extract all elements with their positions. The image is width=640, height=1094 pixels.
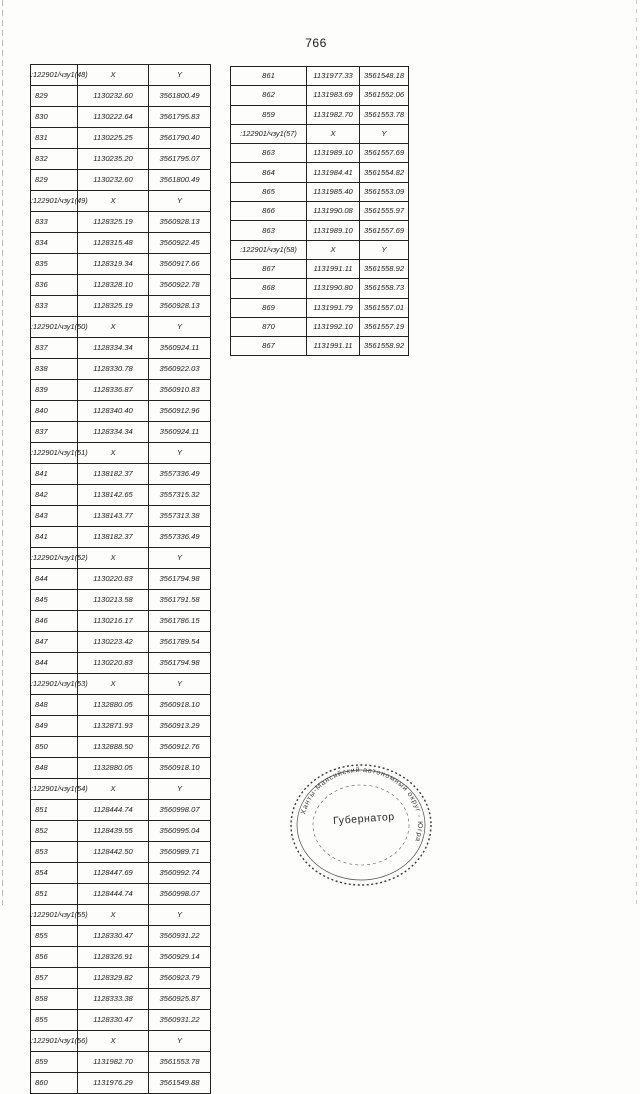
- coordinate-row: [231, 317, 409, 336]
- page-edge-right: [636, 0, 637, 905]
- x-header-cell: X: [78, 317, 149, 338]
- x-coordinate-cell: 1128329.82: [78, 968, 149, 989]
- parcel-id-cell: :122901/чзу1(50): [31, 317, 78, 338]
- x-header-cell: X: [307, 240, 360, 259]
- point-number-cell: 833: [31, 296, 78, 317]
- stamp-center-text: Губернатор: [332, 810, 396, 828]
- y-coordinate-cell: 3560998.07: [149, 800, 211, 821]
- y-coordinate-cell: 3560998.07: [149, 884, 211, 905]
- x-coordinate-cell: 1128326.91: [78, 947, 149, 968]
- point-number-cell: 839: [31, 380, 78, 401]
- y-coordinate-cell: 3560929.14: [149, 947, 211, 968]
- point-number-cell: 860: [31, 1073, 78, 1094]
- parcel-id-cell: :122901/чзу1(55): [31, 905, 78, 926]
- parcel-header-row: [31, 779, 211, 800]
- coordinate-row: [231, 86, 409, 105]
- x-coordinate-cell: 1131992.10: [307, 317, 360, 336]
- y-header-cell: Y: [149, 191, 211, 212]
- coordinates-table-left: [30, 64, 211, 1094]
- y-header-cell: Y: [149, 674, 211, 695]
- y-coordinate-cell: 3560912.76: [149, 737, 211, 758]
- point-number-cell: 833: [31, 212, 78, 233]
- y-header-cell: Y: [149, 317, 211, 338]
- y-header-cell: Y: [360, 240, 409, 259]
- point-number-cell: 842: [31, 485, 78, 506]
- coordinate-row: [31, 821, 211, 842]
- x-header-cell: X: [78, 191, 149, 212]
- y-coordinate-cell: 3557315.32: [149, 485, 211, 506]
- point-number-cell: 834: [31, 233, 78, 254]
- coordinate-row: [231, 144, 409, 163]
- point-number-cell: 847: [31, 632, 78, 653]
- point-number-cell: 844: [31, 653, 78, 674]
- x-coordinate-cell: 1138142.65: [78, 485, 149, 506]
- y-coordinate-cell: 3561558.92: [360, 337, 409, 356]
- x-header-cell: X: [78, 443, 149, 464]
- parcel-id-cell: :122901/чзу1(52): [31, 548, 78, 569]
- parcel-id-cell: :122901/чзу1(51): [31, 443, 78, 464]
- page-number: 766: [305, 36, 327, 50]
- y-coordinate-cell: 3560989.71: [149, 842, 211, 863]
- point-number-cell: 841: [31, 527, 78, 548]
- x-coordinate-cell: 1128439.55: [78, 821, 149, 842]
- point-number-cell: 848: [31, 695, 78, 716]
- y-coordinate-cell: 3557336.49: [149, 464, 211, 485]
- coordinate-row: [31, 1010, 211, 1031]
- x-coordinate-cell: 1128334.34: [78, 422, 149, 443]
- point-number-cell: 859: [231, 105, 307, 124]
- governor-stamp: [286, 762, 436, 888]
- stamp-ring-text: Ханты-Мансийский автономный округ - Югра: [300, 766, 424, 843]
- x-coordinate-cell: 1130213.58: [78, 590, 149, 611]
- y-coordinate-cell: 3560910.83: [149, 380, 211, 401]
- point-number-cell: 864: [231, 163, 307, 182]
- y-coordinate-cell: 3557336.49: [149, 527, 211, 548]
- coordinate-row: [231, 67, 409, 86]
- parcel-id-cell: :122901/чзу1(49): [31, 191, 78, 212]
- coordinate-row: [31, 611, 211, 632]
- point-number-cell: 851: [31, 884, 78, 905]
- y-coordinate-cell: 3561790.40: [149, 128, 211, 149]
- x-coordinate-cell: 1131976.29: [78, 1073, 149, 1094]
- x-coordinate-cell: 1130232.60: [78, 86, 149, 107]
- y-coordinate-cell: 3561553.78: [149, 1052, 211, 1073]
- point-number-cell: 857: [31, 968, 78, 989]
- x-coordinate-cell: 1128330.47: [78, 1010, 149, 1031]
- x-coordinate-cell: 1128336.87: [78, 380, 149, 401]
- y-coordinate-cell: 3560923.79: [149, 968, 211, 989]
- coordinate-row: [31, 842, 211, 863]
- coordinates-table-right: [230, 66, 409, 356]
- x-coordinate-cell: 1131991.11: [307, 259, 360, 278]
- point-number-cell: 831: [31, 128, 78, 149]
- y-coordinate-cell: 3560918.10: [149, 758, 211, 779]
- y-coordinate-cell: 3561791.58: [149, 590, 211, 611]
- y-coordinate-cell: 3560912.96: [149, 401, 211, 422]
- point-number-cell: 856: [31, 947, 78, 968]
- y-coordinate-cell: 3557313.38: [149, 506, 211, 527]
- point-number-cell: 835: [31, 254, 78, 275]
- coordinate-row: [31, 863, 211, 884]
- x-coordinate-cell: 1128444.74: [78, 884, 149, 905]
- coordinate-row: [231, 337, 409, 356]
- coordinate-row: [31, 128, 211, 149]
- x-coordinate-cell: 1138182.37: [78, 527, 149, 548]
- point-number-cell: 843: [31, 506, 78, 527]
- y-coordinate-cell: 3561549.88: [149, 1073, 211, 1094]
- y-coordinate-cell: 3560928.13: [149, 296, 211, 317]
- coordinate-row: [31, 527, 211, 548]
- point-number-cell: 867: [231, 259, 307, 278]
- y-header-cell: Y: [149, 65, 211, 86]
- x-coordinate-cell: 1128330.78: [78, 359, 149, 380]
- coordinate-row: [231, 221, 409, 240]
- x-coordinate-cell: 1130220.83: [78, 569, 149, 590]
- y-coordinate-cell: 3561800.49: [149, 86, 211, 107]
- point-number-cell: 865: [231, 182, 307, 201]
- y-coordinate-cell: 3560917.66: [149, 254, 211, 275]
- x-coordinate-cell: 1128333.38: [78, 989, 149, 1010]
- y-coordinate-cell: 3561548.18: [360, 67, 409, 86]
- point-number-cell: 870: [231, 317, 307, 336]
- x-coordinate-cell: 1131982.70: [307, 105, 360, 124]
- x-coordinate-cell: 1131990.80: [307, 279, 360, 298]
- y-coordinate-cell: 3560913.29: [149, 716, 211, 737]
- point-number-cell: 863: [231, 144, 307, 163]
- coordinate-row: [31, 569, 211, 590]
- point-number-cell: 846: [31, 611, 78, 632]
- y-header-cell: Y: [149, 905, 211, 926]
- y-coordinate-cell: 3560924.11: [149, 422, 211, 443]
- x-coordinate-cell: 1128325.19: [78, 212, 149, 233]
- coordinate-row: [31, 149, 211, 170]
- point-number-cell: 830: [31, 107, 78, 128]
- y-coordinate-cell: 3561557.69: [360, 144, 409, 163]
- point-number-cell: 863: [231, 221, 307, 240]
- coordinate-row: [31, 485, 211, 506]
- coordinate-row: [31, 926, 211, 947]
- point-number-cell: 837: [31, 422, 78, 443]
- x-coordinate-cell: 1132871.93: [78, 716, 149, 737]
- point-number-cell: 832: [31, 149, 78, 170]
- x-coordinate-cell: 1130220.83: [78, 653, 149, 674]
- y-coordinate-cell: 3560922.45: [149, 233, 211, 254]
- x-coordinate-cell: 1131989.10: [307, 221, 360, 240]
- parcel-header-row: [31, 443, 211, 464]
- parcel-header-row: [231, 124, 409, 143]
- x-coordinate-cell: 1131984.41: [307, 163, 360, 182]
- x-header-cell: X: [78, 779, 149, 800]
- coordinate-row: [31, 380, 211, 401]
- point-number-cell: 841: [31, 464, 78, 485]
- y-coordinate-cell: 3561794.98: [149, 653, 211, 674]
- parcel-header-row: [31, 548, 211, 569]
- point-number-cell: 852: [31, 821, 78, 842]
- coordinate-row: [231, 298, 409, 317]
- point-number-cell: 840: [31, 401, 78, 422]
- point-number-cell: 848: [31, 758, 78, 779]
- x-header-cell: X: [78, 548, 149, 569]
- y-header-cell: Y: [149, 779, 211, 800]
- coordinate-row: [31, 464, 211, 485]
- x-coordinate-cell: 1130223.42: [78, 632, 149, 653]
- x-coordinate-cell: 1131990.08: [307, 202, 360, 221]
- y-coordinate-cell: 3560922.03: [149, 359, 211, 380]
- parcel-id-cell: :122901/чзу1(56): [31, 1031, 78, 1052]
- y-coordinate-cell: 3561555.97: [360, 202, 409, 221]
- coordinate-row: [31, 989, 211, 1010]
- x-coordinate-cell: 1131991.79: [307, 298, 360, 317]
- x-header-cell: X: [78, 65, 149, 86]
- y-coordinate-cell: 3561553.09: [360, 182, 409, 201]
- coordinate-row: [31, 695, 211, 716]
- coordinate-row: [231, 182, 409, 201]
- point-number-cell: 868: [231, 279, 307, 298]
- y-coordinate-cell: 3560922.78: [149, 275, 211, 296]
- x-coordinate-cell: 1131985.40: [307, 182, 360, 201]
- y-coordinate-cell: 3561800.49: [149, 170, 211, 191]
- coordinate-row: [31, 716, 211, 737]
- x-coordinate-cell: 1130222.64: [78, 107, 149, 128]
- coordinate-row: [231, 279, 409, 298]
- point-number-cell: 851: [31, 800, 78, 821]
- x-coordinate-cell: 1131991.11: [307, 337, 360, 356]
- x-coordinate-cell: 1132880.05: [78, 758, 149, 779]
- x-coordinate-cell: 1128330.47: [78, 926, 149, 947]
- x-coordinate-cell: 1132880.05: [78, 695, 149, 716]
- x-coordinate-cell: 1138143.77: [78, 506, 149, 527]
- coordinate-row: [31, 1073, 211, 1094]
- point-number-cell: 837: [31, 338, 78, 359]
- coordinate-row: [31, 947, 211, 968]
- x-header-cell: X: [307, 124, 360, 143]
- y-coordinate-cell: 3561789.54: [149, 632, 211, 653]
- x-header-cell: X: [78, 1031, 149, 1052]
- y-coordinate-cell: 3560992.74: [149, 863, 211, 884]
- parcel-id-cell: :122901/чзу1(53): [31, 674, 78, 695]
- coordinate-row: [31, 758, 211, 779]
- x-coordinate-cell: 1128334.34: [78, 338, 149, 359]
- x-coordinate-cell: 1128315.48: [78, 233, 149, 254]
- x-coordinate-cell: 1131977.33: [307, 67, 360, 86]
- parcel-id-cell: :122901/чзу1(58): [231, 240, 307, 259]
- point-number-cell: 844: [31, 569, 78, 590]
- parcel-id-cell: :122901/чзу1(54): [31, 779, 78, 800]
- y-coordinate-cell: 3561557.01: [360, 298, 409, 317]
- coordinate-row: [31, 359, 211, 380]
- coordinate-row: [31, 422, 211, 443]
- y-coordinate-cell: 3561557.69: [360, 221, 409, 240]
- coordinate-row: [231, 259, 409, 278]
- y-coordinate-cell: 3561795.83: [149, 107, 211, 128]
- y-coordinate-cell: 3560931.22: [149, 1010, 211, 1031]
- coordinate-row: [31, 884, 211, 905]
- parcel-header-row: [231, 240, 409, 259]
- point-number-cell: 859: [31, 1052, 78, 1073]
- y-header-cell: Y: [360, 124, 409, 143]
- coordinate-row: [31, 233, 211, 254]
- coordinate-row: [31, 401, 211, 422]
- x-coordinate-cell: 1128319.34: [78, 254, 149, 275]
- y-coordinate-cell: 3560925.87: [149, 989, 211, 1010]
- y-coordinate-cell: 3560918.10: [149, 695, 211, 716]
- point-number-cell: 867: [231, 337, 307, 356]
- coordinate-row: [231, 163, 409, 182]
- point-number-cell: 855: [31, 926, 78, 947]
- coordinate-row: [31, 296, 211, 317]
- coordinate-row: [231, 105, 409, 124]
- x-coordinate-cell: 1128325.19: [78, 296, 149, 317]
- x-coordinate-cell: 1130235.20: [78, 149, 149, 170]
- coordinate-row: [231, 202, 409, 221]
- x-header-cell: X: [78, 674, 149, 695]
- y-coordinate-cell: 3561558.73: [360, 279, 409, 298]
- y-coordinate-cell: 3561554.82: [360, 163, 409, 182]
- x-coordinate-cell: 1130225.25: [78, 128, 149, 149]
- y-coordinate-cell: 3561794.98: [149, 569, 211, 590]
- x-coordinate-cell: 1131982.70: [78, 1052, 149, 1073]
- y-coordinate-cell: 3561795.07: [149, 149, 211, 170]
- y-coordinate-cell: 3561553.78: [360, 105, 409, 124]
- page-edge-left: [2, 0, 3, 905]
- coordinate-row: [31, 1052, 211, 1073]
- point-number-cell: 862: [231, 86, 307, 105]
- point-number-cell: 850: [31, 737, 78, 758]
- x-coordinate-cell: 1131989.10: [307, 144, 360, 163]
- coordinate-row: [31, 275, 211, 296]
- point-number-cell: 853: [31, 842, 78, 863]
- parcel-header-row: [31, 674, 211, 695]
- parcel-header-row: [31, 1031, 211, 1052]
- coordinate-row: [31, 968, 211, 989]
- coordinate-row: [31, 800, 211, 821]
- coordinate-row: [31, 107, 211, 128]
- point-number-cell: 845: [31, 590, 78, 611]
- y-coordinate-cell: 3561552.06: [360, 86, 409, 105]
- point-number-cell: 869: [231, 298, 307, 317]
- parcel-header-row: [31, 905, 211, 926]
- coordinate-row: [31, 506, 211, 527]
- y-coordinate-cell: 3560931.22: [149, 926, 211, 947]
- coordinate-row: [31, 737, 211, 758]
- y-header-cell: Y: [149, 1031, 211, 1052]
- x-header-cell: X: [78, 905, 149, 926]
- point-number-cell: 849: [31, 716, 78, 737]
- point-number-cell: 855: [31, 1010, 78, 1031]
- x-coordinate-cell: 1131983.69: [307, 86, 360, 105]
- y-coordinate-cell: 3560924.11: [149, 338, 211, 359]
- point-number-cell: 838: [31, 359, 78, 380]
- point-number-cell: 866: [231, 202, 307, 221]
- coordinate-row: [31, 86, 211, 107]
- parcel-header-row: [31, 191, 211, 212]
- y-coordinate-cell: 3560995.04: [149, 821, 211, 842]
- point-number-cell: 861: [231, 67, 307, 86]
- x-coordinate-cell: 1130232.60: [78, 170, 149, 191]
- point-number-cell: 836: [31, 275, 78, 296]
- coordinate-row: [31, 590, 211, 611]
- parcel-header-row: [31, 317, 211, 338]
- x-coordinate-cell: 1132888.50: [78, 737, 149, 758]
- point-number-cell: 854: [31, 863, 78, 884]
- parcel-id-cell: :122901/чзу1(48): [31, 65, 78, 86]
- coordinate-row: [31, 632, 211, 653]
- y-coordinate-cell: 3561557.19: [360, 317, 409, 336]
- point-number-cell: 829: [31, 170, 78, 191]
- y-coordinate-cell: 3560928.13: [149, 212, 211, 233]
- y-coordinate-cell: 3561558.92: [360, 259, 409, 278]
- coordinate-row: [31, 653, 211, 674]
- parcel-header-row: [31, 65, 211, 86]
- x-coordinate-cell: 1128444.74: [78, 800, 149, 821]
- x-coordinate-cell: 1130216.17: [78, 611, 149, 632]
- x-coordinate-cell: 1128447.69: [78, 863, 149, 884]
- point-number-cell: 858: [31, 989, 78, 1010]
- coordinate-row: [31, 212, 211, 233]
- coordinate-row: [31, 338, 211, 359]
- x-coordinate-cell: 1138182.37: [78, 464, 149, 485]
- parcel-id-cell: :122901/чзу1(57): [231, 124, 307, 143]
- y-header-cell: Y: [149, 443, 211, 464]
- y-coordinate-cell: 3561786.15: [149, 611, 211, 632]
- coordinate-row: [31, 170, 211, 191]
- x-coordinate-cell: 1128442.50: [78, 842, 149, 863]
- x-coordinate-cell: 1128328.10: [78, 275, 149, 296]
- point-number-cell: 829: [31, 86, 78, 107]
- y-header-cell: Y: [149, 548, 211, 569]
- coordinate-row: [31, 254, 211, 275]
- x-coordinate-cell: 1128340.40: [78, 401, 149, 422]
